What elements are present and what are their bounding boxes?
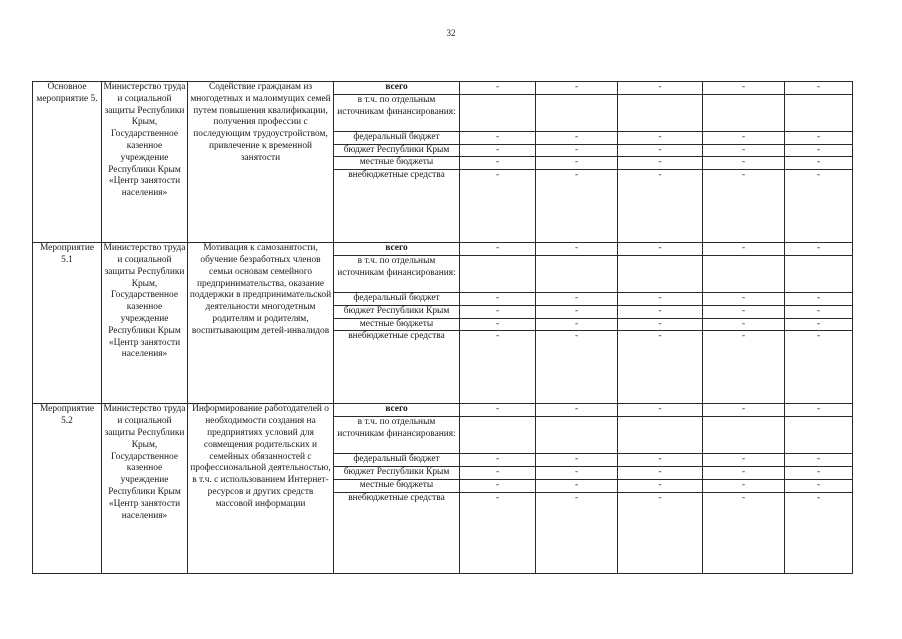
funding-value-cell: - [618, 305, 703, 318]
financing-table [32, 81, 853, 574]
executor-cell: Министерство труда и социальной защиты Республики Крым, Государственное казенное учреждение Республики Крым «Центр занятости населения» [102, 82, 188, 243]
funding-value-cell: - [703, 331, 785, 404]
funding-source-label: бюджет Республики Крым [334, 305, 460, 318]
funding-value-cell: - [703, 82, 785, 95]
funding-value-cell: - [703, 404, 785, 417]
section-label-cell: Мероприятие 5.2 [33, 404, 102, 573]
funding-value-cell: - [460, 479, 536, 492]
funding-source-label: местные бюджеты [334, 318, 460, 331]
funding-source-label: местные бюджеты [334, 479, 460, 492]
funding-value-cell [785, 417, 853, 454]
funding-source-label: в т.ч. по отдельным источникам финансирования: [334, 255, 460, 292]
funding-source-label: федеральный бюджет [334, 292, 460, 305]
funding-value-cell: - [460, 404, 536, 417]
funding-value-cell: - [618, 454, 703, 467]
funding-value-cell [460, 255, 536, 292]
funding-source-label: внебюджетные средства [334, 170, 460, 243]
funding-source-label: бюджет Республики Крым [334, 466, 460, 479]
funding-value-cell: - [460, 131, 536, 144]
funding-value-cell [536, 94, 618, 131]
funding-value-cell [460, 417, 536, 454]
funding-value-cell: - [703, 243, 785, 256]
section-label-cell: Основное мероприятие 5. [33, 82, 102, 243]
funding-value-cell: - [460, 492, 536, 573]
funding-value-cell: - [618, 170, 703, 243]
funding-value-cell [703, 255, 785, 292]
funding-source-label: местные бюджеты [334, 157, 460, 170]
funding-value-cell: - [536, 492, 618, 573]
funding-value-cell [618, 417, 703, 454]
executor-cell: Министерство труда и социальной защиты Республики Крым, Государственное казенное учреждение Республики Крым «Центр занятости населения» [102, 243, 188, 404]
funding-value-cell: - [785, 331, 853, 404]
funding-value-cell: - [460, 243, 536, 256]
funding-value-cell: - [785, 318, 853, 331]
funding-value-cell: - [703, 157, 785, 170]
funding-value-cell: - [785, 492, 853, 573]
funding-value-cell [536, 255, 618, 292]
table-body [33, 82, 853, 574]
section-label-cell: Мероприятие 5.1 [33, 243, 102, 404]
funding-value-cell: - [785, 82, 853, 95]
funding-value-cell: - [618, 479, 703, 492]
description-cell: Содействие гражданам из многодетных и малоимущих семей путем повышения квалификации, получения профессии с последующим трудоустройством, привлечение к временной занятости [188, 82, 334, 243]
funding-value-cell: - [785, 454, 853, 467]
funding-value-cell: - [536, 292, 618, 305]
funding-value-cell: - [703, 170, 785, 243]
funding-value-cell: - [536, 454, 618, 467]
funding-value-cell: - [618, 292, 703, 305]
funding-value-cell: - [536, 404, 618, 417]
funding-value-cell: - [618, 243, 703, 256]
funding-value-cell: - [618, 318, 703, 331]
funding-value-cell: - [785, 305, 853, 318]
funding-value-cell: - [460, 170, 536, 243]
funding-value-cell [703, 94, 785, 131]
funding-value-cell [618, 255, 703, 292]
funding-value-cell: - [460, 144, 536, 157]
funding-value-cell: - [536, 479, 618, 492]
description-cell: Мотивация к самозанятости, обучение безработных членов семьи основам семейного предпринимательства, оказание поддержки в предпринимательской деятельности многодетным родителям и родителям, воспитывающим детей-инвалидов [188, 243, 334, 404]
funding-value-cell: - [785, 144, 853, 157]
funding-value-cell: - [460, 331, 536, 404]
funding-value-cell: - [460, 305, 536, 318]
funding-value-cell [785, 255, 853, 292]
funding-value-cell: - [703, 305, 785, 318]
funding-value-cell: - [785, 404, 853, 417]
funding-value-cell: - [618, 82, 703, 95]
funding-value-cell: - [536, 331, 618, 404]
funding-value-cell: - [618, 331, 703, 404]
funding-source-label: внебюджетные средства [334, 331, 460, 404]
funding-value-cell: - [536, 144, 618, 157]
funding-value-cell: - [618, 131, 703, 144]
funding-source-label: федеральный бюджет [334, 454, 460, 467]
funding-value-cell: - [460, 454, 536, 467]
funding-value-cell [618, 94, 703, 131]
table-row [33, 82, 853, 95]
table-row [33, 243, 853, 256]
funding-value-cell: - [618, 157, 703, 170]
funding-value-cell: - [703, 454, 785, 467]
funding-value-cell: - [536, 131, 618, 144]
funding-value-cell: - [536, 243, 618, 256]
funding-value-cell: - [785, 170, 853, 243]
funding-source-label: в т.ч. по отдельным источникам финансирования: [334, 94, 460, 131]
funding-value-cell [536, 417, 618, 454]
funding-value-cell: - [460, 318, 536, 331]
total-label: всего [334, 82, 460, 95]
funding-value-cell: - [460, 292, 536, 305]
funding-value-cell [785, 94, 853, 131]
funding-value-cell: - [460, 466, 536, 479]
funding-value-cell: - [703, 318, 785, 331]
funding-source-label: бюджет Республики Крым [334, 144, 460, 157]
funding-source-label: внебюджетные средства [334, 492, 460, 573]
funding-value-cell: - [785, 479, 853, 492]
funding-value-cell: - [785, 292, 853, 305]
funding-value-cell: - [785, 131, 853, 144]
funding-value-cell: - [618, 492, 703, 573]
funding-source-label: в т.ч. по отдельным источникам финансирования: [334, 417, 460, 454]
funding-value-cell: - [785, 243, 853, 256]
funding-value-cell: - [536, 82, 618, 95]
funding-value-cell: - [536, 466, 618, 479]
funding-value-cell [460, 94, 536, 131]
funding-value-cell: - [460, 157, 536, 170]
funding-value-cell: - [536, 305, 618, 318]
funding-value-cell: - [618, 144, 703, 157]
funding-value-cell: - [785, 157, 853, 170]
executor-cell: Министерство труда и социальной защиты Республики Крым, Государственное казенное учреждение Республики Крым «Центр занятости населения» [102, 404, 188, 573]
funding-source-label: федеральный бюджет [334, 131, 460, 144]
funding-value-cell: - [618, 466, 703, 479]
funding-value-cell: - [703, 144, 785, 157]
funding-value-cell: - [703, 131, 785, 144]
funding-value-cell: - [536, 318, 618, 331]
funding-value-cell: - [618, 404, 703, 417]
funding-value-cell: - [536, 157, 618, 170]
funding-value-cell [703, 417, 785, 454]
funding-value-cell: - [536, 170, 618, 243]
funding-value-cell: - [703, 492, 785, 573]
funding-value-cell: - [785, 466, 853, 479]
table-row [33, 404, 853, 417]
total-label: всего [334, 404, 460, 417]
description-cell: Информирование работодателей о необходимости создания на предприятиях условий для совмещения родительских и семейных обязанностей с профессиональной деятельностью, в т.ч. с использованием Интернет-ресурсов и других средств массовой информации [188, 404, 334, 573]
funding-value-cell: - [703, 479, 785, 492]
page-number: 32 [446, 28, 456, 38]
total-label: всего [334, 243, 460, 256]
funding-value-cell: - [460, 82, 536, 95]
funding-value-cell: - [703, 292, 785, 305]
funding-value-cell: - [703, 466, 785, 479]
